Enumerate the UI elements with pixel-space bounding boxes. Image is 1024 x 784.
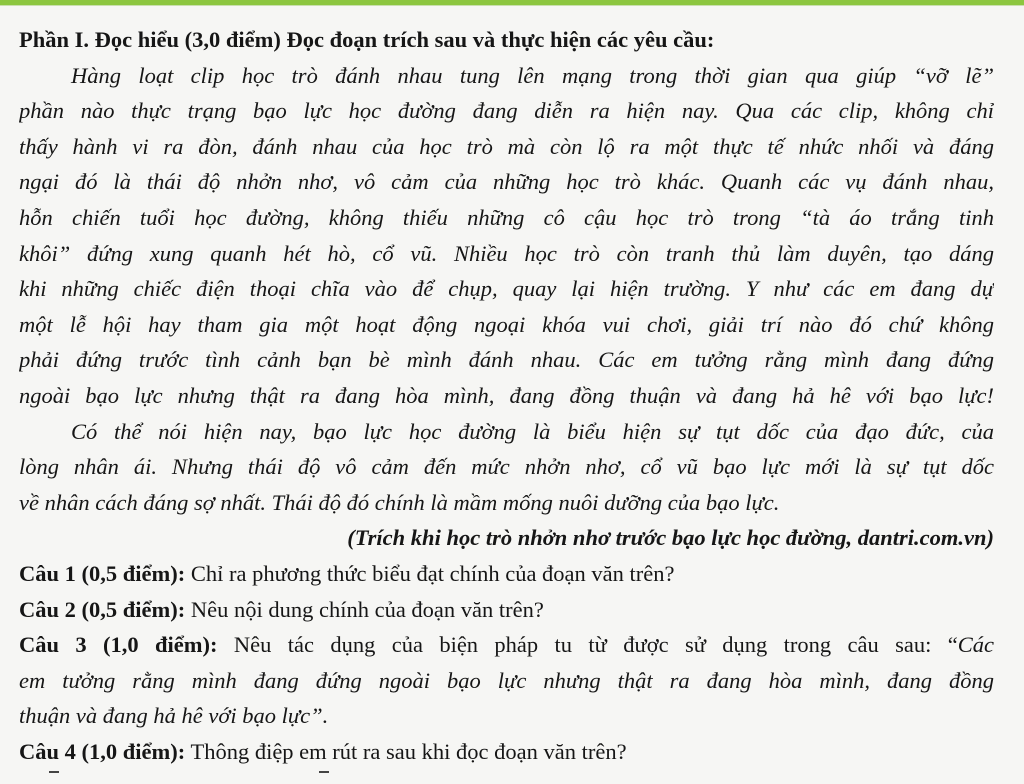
passage-line: Có thể nói hiện nay, bạo lực học đường là biểu hiện sự tụt dốc của đạo đức, của bbox=[71, 418, 994, 444]
passage-line: khôi” đứng xung quanh hét hò, cổ vũ. Nhiều học trò còn tranh thủ làm duyên, tạo dáng bbox=[19, 240, 994, 266]
question-2 bbox=[19, 592, 994, 628]
passage-line: lòng nhân ái. Nhưng thái độ vô cảm đến mức nhởn nhơ, cổ vũ bạo lực mới là sự tụt dốc bbox=[19, 454, 994, 480]
top-accent-line bbox=[0, 5, 1024, 6]
question-quote-start: Các bbox=[957, 632, 994, 658]
passage-line: khi những chiếc điện thoại chĩa vào để chụp, quay lại hiện trường. Y như các em đang dự bbox=[19, 276, 994, 302]
question-3 bbox=[19, 627, 994, 734]
cropped-glyph bbox=[49, 771, 59, 781]
question-1 bbox=[19, 556, 994, 592]
passage-line: phải đứng trước tình cảnh bạn bè mình đánh nhau. Các em tưởng rằng mình đang đứng bbox=[19, 347, 994, 373]
question-text: Thông điệp em rút ra sau khi đọc đoạn văn trên? bbox=[185, 738, 627, 764]
passage-paragraph-1 bbox=[19, 58, 994, 414]
passage-line: ngoài bạo lực nhưng thật ra đang hòa mình, đang đồng thuận và đang hả hê với bạo lực! bbox=[19, 382, 994, 408]
passage-line: Hàng loạt clip học trò đánh nhau tung lên mạng trong thời gian qua giúp “vỡ lẽ” bbox=[71, 62, 994, 88]
passage-paragraph-2 bbox=[19, 414, 994, 521]
passage-line: hỗn chiến tuổi học đường, không thiếu những cô cậu học trò trong “tà áo trắng tinh bbox=[19, 204, 994, 230]
question-line bbox=[19, 627, 994, 663]
question-label: Câu 3 (1,0 điểm): bbox=[19, 632, 218, 658]
passage-line: phần nào thực trạng bạo lực học đường đang diễn ra hiện nay. Qua các clip, không chỉ bbox=[19, 98, 994, 124]
cropped-glyph bbox=[319, 771, 329, 781]
question-quote-line: em tưởng rằng mình đang đứng ngoài bạo lực nhưng thật ra đang hòa mình, đang đồng bbox=[19, 667, 994, 693]
document-page bbox=[19, 22, 994, 781]
section-heading: Phần I. Đọc hiểu (3,0 điểm) Đọc đoạn trích sau và thực hiện các yêu cầu: bbox=[19, 27, 715, 52]
passage-line: ngại đó là thái độ nhởn nhơ, vô cảm của những học trò khác. Quanh các vụ đánh nhau, bbox=[19, 169, 994, 195]
question-text: Chỉ ra phương thức biểu đạt chính của đoạn văn trên? bbox=[185, 560, 675, 586]
question-label: Câu 2 (0,5 điểm): bbox=[19, 596, 186, 622]
passage-line: về nhân cách đáng sợ nhất. Thái độ đó chính là mầm mống nuôi dưỡng của bạo lực. bbox=[19, 489, 780, 515]
passage-source: (Trích khi học trò nhởn nhơ trước bạo lực học đường, dantri.com.vn) bbox=[347, 525, 994, 551]
question-4 bbox=[19, 734, 994, 770]
question-text: Nêu tác dụng của biện pháp tu từ được sử dụng trong câu sau: “ bbox=[217, 632, 958, 658]
question-text: Nêu nội dung chính của đoạn văn trên? bbox=[185, 596, 544, 622]
passage-line: thấy hành vi ra đòn, đánh nhau của học trò mà còn lộ ra một thực tế nhức nhối và đáng bbox=[19, 133, 994, 159]
question-quote-line: thuận và đang hả hê với bạo lực”. bbox=[19, 703, 329, 729]
question-label: Câu 4 (1,0 điểm): bbox=[19, 738, 186, 764]
question-label: Câu 1 (0,5 điểm): bbox=[19, 560, 186, 586]
passage-line: một lễ hội hay tham gia một hoạt động ngoại khóa vui chơi, giải trí nào đó chứ không bbox=[19, 311, 994, 337]
cropped-next-line bbox=[19, 769, 994, 781]
